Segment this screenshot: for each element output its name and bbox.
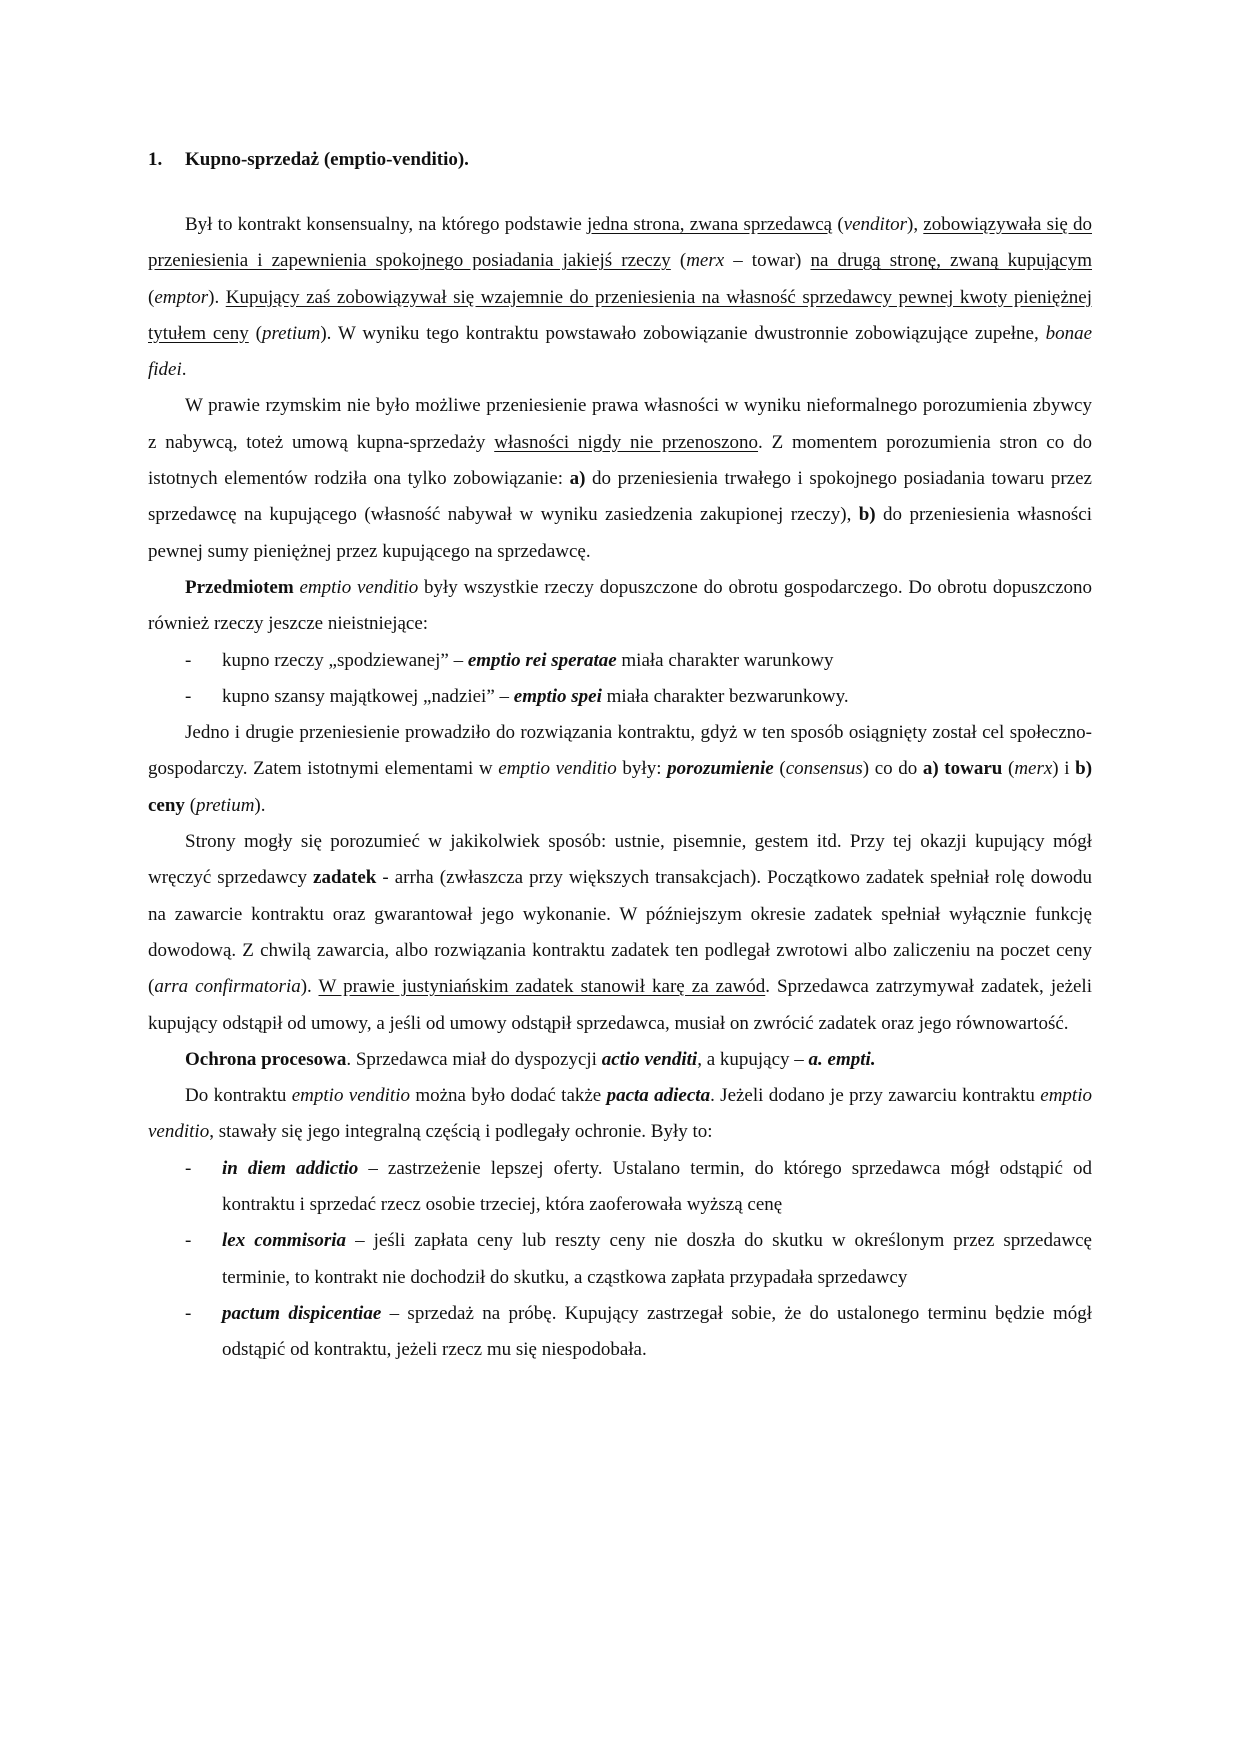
text: do przeniesienia trwałego i spokojnego posiadania towaru przez sprzedawcę na kupującego (własność nabywał w wyniku zasiedzenia zakupionej rzeczy), xyxy=(148,468,1092,526)
paragraph-subject xyxy=(148,570,1092,643)
text: , stawały się jego integralną częścią i podlegały ochronie. Były to: xyxy=(209,1121,713,1143)
latin-term: venditor xyxy=(843,214,907,235)
text: ( xyxy=(773,758,786,780)
text: Do kontraktu xyxy=(185,1085,292,1107)
text: W prawie rzymskim nie było możliwe przeniesienie prawa własności w wyniku nieformalnego porozumienia zbywcy z nabywcą, toteż umową kupna-sprzedaży xyxy=(148,395,1092,453)
text: można było dodać także xyxy=(410,1085,607,1107)
text: ). xyxy=(300,976,319,998)
text: - arrha (zwłaszcza przy większych transakcjach). Początkowo zadatek spełniał rolę dowodu na zawarcie kontraktu oraz gwarantował jego wykonanie. W późniejszym okresie zadatek spełniał wyłącznie funkcję dowodową. Z chwilą zawarcia, albo rozwiązania kontraktu zadatek ten podlegał zwrotowi albo zaliczeniu na poczet ceny ( xyxy=(148,867,1092,998)
paragraph-pacta-adiecta xyxy=(148,1078,1092,1151)
text: ( xyxy=(248,322,262,344)
text: – zastrzeżenie lepszej oferty. Ustalano termin, do którego sprzedawca mógł odstąpić od kontraktu i sprzedać rzecz osobie trzeciej, która zaoferowała wyższą cenę xyxy=(222,1157,1093,1216)
text: miała charakter bezwarunkowy. xyxy=(601,685,849,707)
text: Był to kontrakt konsensualny, na którego podstawie xyxy=(185,214,588,235)
bold-term: zadatek xyxy=(313,867,377,889)
bold-marker: b) xyxy=(858,504,876,526)
text: . xyxy=(181,359,187,381)
text: ), xyxy=(907,214,924,235)
paragraph-deposit xyxy=(148,824,1092,1042)
text: do przeniesienia własności pewnej sumy pieniężnej przez kupującego na sprzedawcę. xyxy=(148,504,1092,562)
section-number: 1. xyxy=(148,149,163,170)
latin-term: emptio venditio xyxy=(498,758,617,780)
text: były wszystkie rzeczy dopuszczone do obrotu gospodarczego. Do obrotu dopuszczono również rzeczy jeszcze nieistniejące: xyxy=(148,576,1093,635)
list-item xyxy=(148,1296,1092,1369)
text: miała charakter warunkowy xyxy=(616,649,834,671)
latin-term: emptio venditio xyxy=(299,576,419,598)
underlined-text: W prawie justyniańskim zadatek stanowił karę za zawód xyxy=(318,976,766,998)
text: ). W wyniku tego kontraktu powstawało zobowiązanie dwustronnie zobowiązujące zupełne, xyxy=(320,322,1046,344)
text: Jedno i drugie przeniesienie prowadziło do rozwiązania kontraktu, gdyż w ten sposób osiągnięty został cel społeczno-gospodarczy. Zatem istotnymi elementami w xyxy=(148,722,1092,780)
text: ) co do xyxy=(862,758,923,780)
latin-term: pretium xyxy=(261,322,321,344)
document-body xyxy=(148,142,1092,1369)
list-dash: - xyxy=(185,685,192,707)
text: ( xyxy=(1002,758,1015,780)
bold-term: a) towaru xyxy=(922,758,1003,780)
underlined-text: na drugą stronę, zwaną kupującym xyxy=(810,250,1093,272)
underlined-text: jedna strona, zwana sprzedawcą xyxy=(587,214,833,235)
text: ) i xyxy=(1052,758,1076,780)
bold-term: porozumienie xyxy=(667,758,774,780)
latin-term: merx xyxy=(1014,758,1053,780)
text: – towar) xyxy=(724,250,811,272)
latin-term: arra confirmatoria xyxy=(154,976,301,998)
latin-term: actio venditi xyxy=(601,1048,698,1070)
text: . Sprzedawca zatrzymywał zadatek, jeżeli kupujący odstąpił od umowy, a jeśli od umowy odstąpił sprzedawca, musiał on zwrócić zadatek oraz jego równowartość. xyxy=(148,976,1092,1034)
text: . Sprzedawca miał do dyspozycji xyxy=(346,1048,602,1070)
list-dash: - xyxy=(185,1302,192,1324)
paragraph-definition xyxy=(148,207,1092,388)
paragraph-procedural-protection xyxy=(148,1042,1092,1078)
section-heading xyxy=(148,142,1092,178)
latin-term: lex commisoria xyxy=(222,1230,347,1252)
text: kupno szansy majątkowej „nadziei” – xyxy=(222,685,514,707)
text: ). xyxy=(208,286,226,308)
latin-term: emptor xyxy=(154,286,209,308)
bold-term: Przedmiotem xyxy=(185,576,294,598)
latin-term: emptio venditio xyxy=(148,1085,1092,1143)
latin-term: pacta adiecta xyxy=(606,1085,711,1107)
bold-term: b) ceny xyxy=(148,758,1093,816)
list-item xyxy=(148,1223,1092,1296)
latin-term: emptio rei speratae xyxy=(467,649,617,671)
latin-term: consensus xyxy=(785,758,863,780)
list-pacta xyxy=(148,1151,1092,1369)
text: ( xyxy=(670,250,687,272)
latin-term: pactum dispicentiae xyxy=(222,1302,382,1324)
bold-marker: a) xyxy=(569,468,586,490)
list-dash: - xyxy=(185,649,192,671)
text: ( xyxy=(148,286,155,308)
latin-term: in diem addictio xyxy=(222,1157,359,1179)
paragraph-ownership xyxy=(148,388,1092,569)
latin-term: a. empti. xyxy=(808,1048,876,1070)
bold-term: Ochrona procesowa xyxy=(185,1048,347,1070)
text: – jeśli zapłata ceny lub reszty ceny nie doszła do skutku w określonym przez sprzedawcę terminie, to kontrakt nie dochodził do skutku, a cząstkowa zapłata przypadała sprzedawcy xyxy=(222,1230,1092,1288)
text: . Jeżeli dodano je przy zawarciu kontraktu xyxy=(710,1085,1041,1107)
text: Strony mogły się porozumieć w jakikolwiek sposób: ustnie, pisemnie, gestem itd. Przy tej okazji kupujący mógł wręczyć sprzedawcy xyxy=(148,831,1092,889)
text: ). xyxy=(254,794,266,816)
underlined-text: zobowiązywała się do przeniesienia i zapewnienia spokojnego posiadania jakiejś rzeczy xyxy=(148,214,1092,272)
text: były: xyxy=(616,758,668,780)
list-item xyxy=(148,643,1092,679)
paragraph-essential-elements xyxy=(148,715,1092,824)
list-item xyxy=(148,1151,1092,1224)
latin-term: emptio venditio xyxy=(291,1085,410,1107)
underlined-text: własności nigdy nie przenoszono xyxy=(494,431,759,453)
latin-term: merx xyxy=(686,250,725,272)
text: . Z momentem porozumienia stron co do istotnych elementów rodziła ona tylko zobowiązanie: xyxy=(148,431,1092,490)
text: ( xyxy=(832,214,844,235)
latin-term: emptio spei xyxy=(513,685,602,707)
latin-term: bonae fidei xyxy=(148,322,1092,381)
section-title: Kupno-sprzedaż (emptio-venditio). xyxy=(185,149,469,170)
text: ( xyxy=(184,794,197,816)
underlined-text: Kupujący zaś zobowiązywał się wzajemnie do przeniesienia na własność sprzedawcy pewnej kwoty pieniężnej tytułem ceny xyxy=(148,286,1092,344)
text: kupno rzeczy „spodziewanej” – xyxy=(222,649,468,671)
list-dash: - xyxy=(185,1157,192,1179)
latin-term: pretium xyxy=(196,794,255,816)
text: – sprzedaż na próbę. Kupujący zastrzegał sobie, że do ustalonego terminu będzie mógł odstąpić od kontraktu, jeżeli rzecz mu się niespodobała. xyxy=(222,1302,1092,1361)
list-item xyxy=(148,679,1092,715)
list-future-things xyxy=(148,643,1092,716)
list-dash: - xyxy=(185,1230,192,1252)
text: , a kupujący – xyxy=(697,1048,809,1070)
